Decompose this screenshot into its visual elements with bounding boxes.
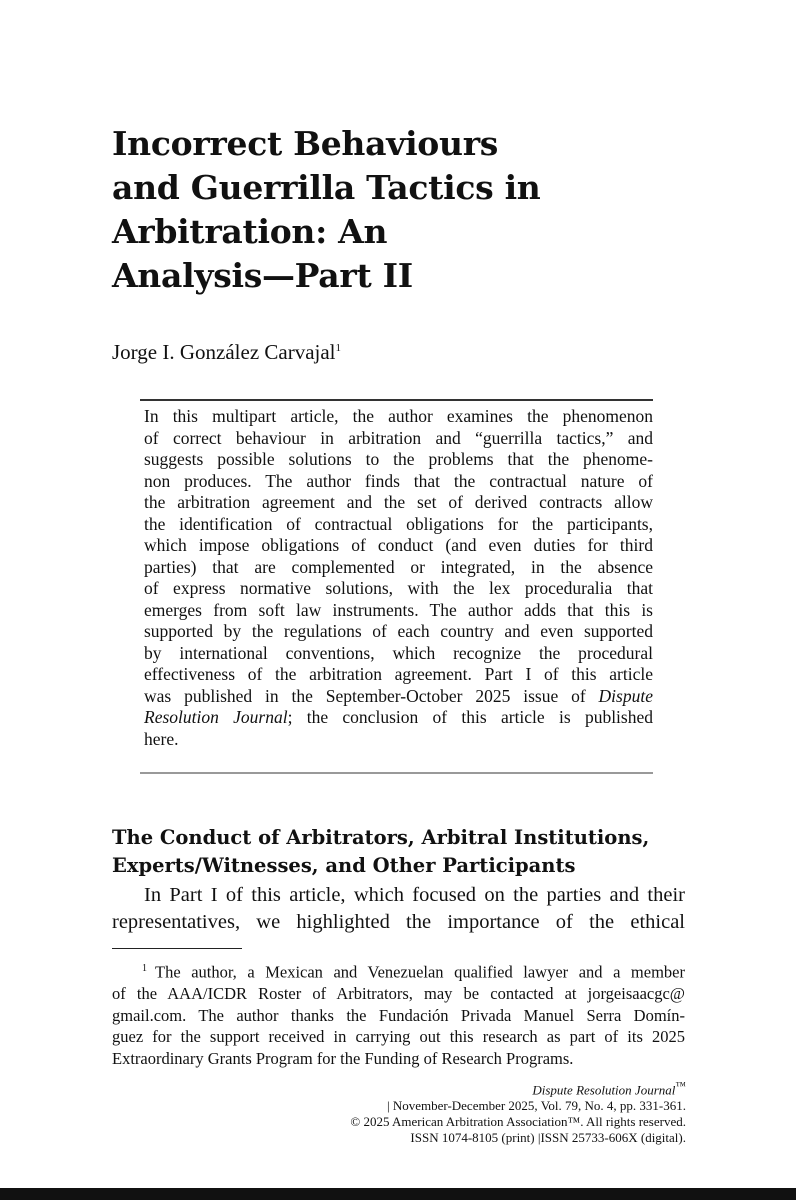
section-heading-line: The Conduct of Arbitrators, Arbitral Institutions, [112, 826, 650, 850]
footnote-line: guez for the support received in carrying out this research as part of its 2025 [112, 1027, 685, 1046]
footnote-line: of the AAA/ICDR Roster of Arbitrators, may be contacted at jorgeisaacgc@ [112, 984, 685, 1003]
abstract-text: ; the conclusion of this article is published [287, 707, 653, 727]
footnote-rule [112, 948, 242, 949]
abstract-text: was published in the September-October 2025 issue of [144, 685, 599, 706]
section-heading-line: Experts/Witnesses, and Other Participants [112, 854, 576, 878]
abstract-line: suggests possible solutions to the problems that the phenome- [144, 449, 653, 469]
abstract-line: here. [144, 728, 179, 749]
abstract-line: parties) that are complemented or integrated, in the absence [144, 556, 653, 577]
body-paragraph [112, 882, 685, 936]
footnote-text: The author, a Mexican and Venezuelan qualified lawyer and a member [155, 962, 685, 982]
footnote-line: Extraordinary Grants Program for the Funding of Research Programs. [112, 1048, 574, 1068]
abstract-bottom-rule [140, 772, 653, 774]
author-byline [112, 340, 341, 365]
journal-name-italic: Resolution Journal [144, 707, 288, 727]
trademark-mark: ™ [675, 1080, 686, 1092]
abstract-line: effectiveness of the arbitration agreement. Part I of this article [144, 664, 653, 684]
abstract-top-rule [140, 399, 653, 401]
author-footnote-mark[interactable]: 1 [335, 342, 342, 354]
colophon [350, 1078, 686, 1146]
footnote-line: gmail.com. The author thanks the Fundación Privada Manuel Serra Domín- [112, 1005, 685, 1025]
body-line: In Part I of this article, which focused on the parties and their [144, 884, 685, 906]
abstract-line: by international conventions, which recognize the procedural [144, 642, 653, 663]
colophon-issn: ISSN 1074-8105 (print) |ISSN 25733-606X (digital). [410, 1130, 686, 1146]
article-title [112, 122, 612, 298]
colophon-copyright: © 2025 American Arbitration Association™. All rights reserved. [350, 1114, 686, 1130]
title-line: Arbitration: An [112, 212, 388, 251]
abstract-line: the identification of contractual obligations for the participants, [144, 513, 653, 534]
footnote-line [112, 958, 685, 983]
abstract [144, 406, 653, 750]
colophon-line [350, 1078, 686, 1114]
abstract-line [144, 707, 653, 729]
colophon-journal: Dispute Resolution Journal [532, 1082, 676, 1098]
abstract-line: the arbitration agreement and the set of derived contracts allow [144, 492, 653, 512]
journal-name-italic: Dispute [598, 685, 653, 706]
colophon-issue: | November-December 2025, Vol. 79, No. 4, pp. 331-361. [386, 1098, 686, 1114]
abstract-line: non produces. The author finds that the contractual nature of [144, 470, 653, 491]
abstract-line: In this multipart article, the author examines the phenomenon [144, 406, 653, 426]
abstract-line: emerges from soft law instruments. The author adds that this is [144, 599, 653, 620]
bottom-edge-bar [0, 1188, 796, 1200]
abstract-line: of express normative solutions, with the lex proceduralia that [144, 578, 653, 598]
abstract-line: of correct behaviour in arbitration and “guerrilla tactics,” and [144, 427, 653, 448]
section-heading [112, 824, 692, 880]
abstract-line: which impose obligations of conduct (and even duties for third [144, 535, 653, 555]
author-name: Jorge I. González Carvajal [112, 340, 336, 364]
body-line: representatives, we highlighted the importance of the ethical [112, 911, 685, 933]
title-line: and Guerrilla Tactics in [112, 168, 541, 207]
footnote-mark: 1 [142, 963, 147, 974]
abstract-line [144, 686, 653, 708]
footnote [112, 958, 685, 1069]
title-line: Analysis—Part II [112, 256, 413, 295]
abstract-line: supported by the regulations of each country and even supported [144, 621, 653, 641]
title-line: Incorrect Behaviours [112, 124, 499, 163]
